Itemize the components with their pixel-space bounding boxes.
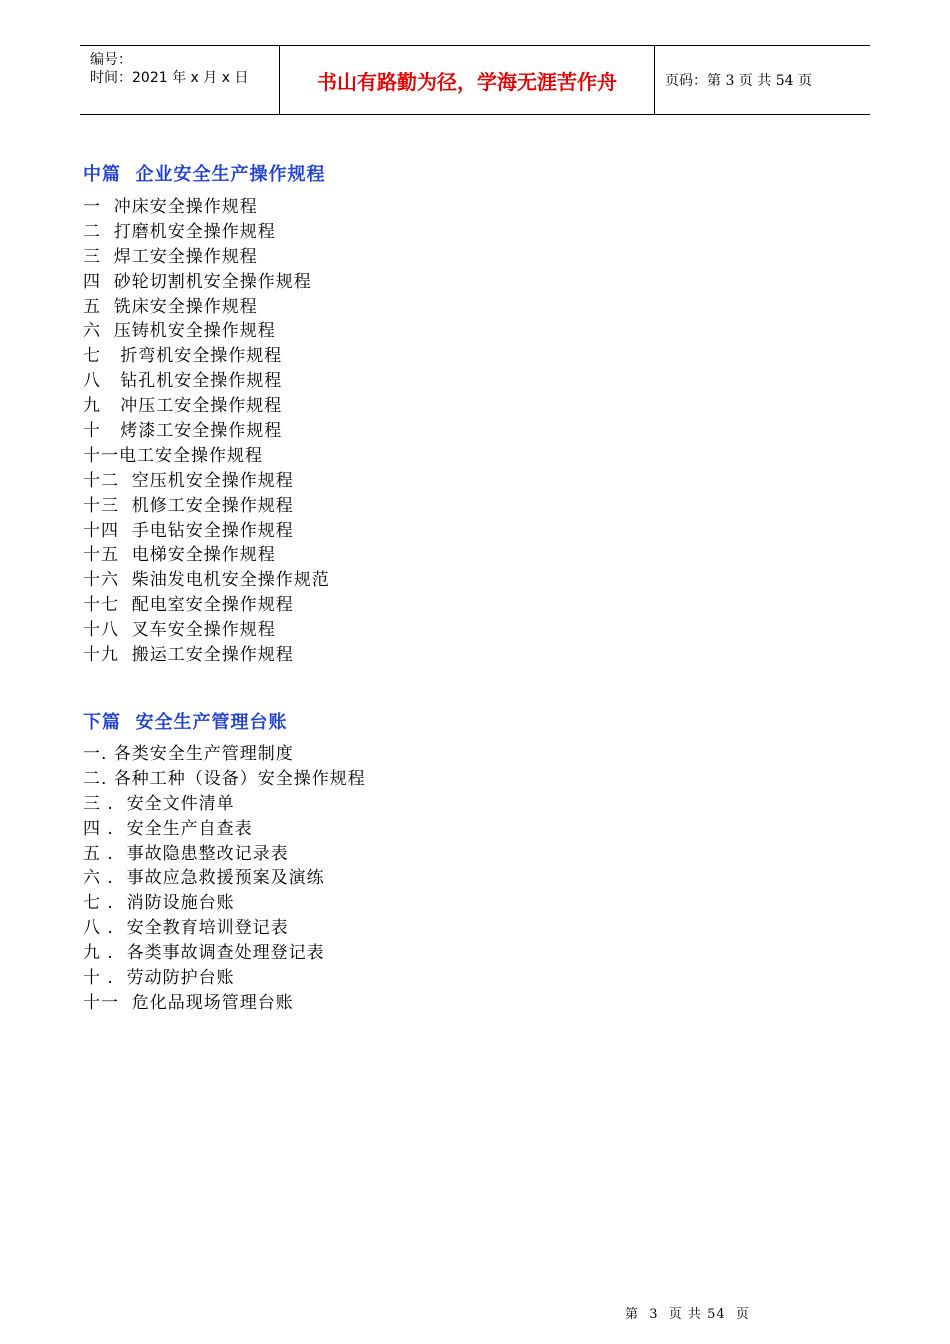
list-item: 十三 机修工安全操作规程 xyxy=(83,495,294,516)
middle-section-list xyxy=(83,195,330,668)
list-item: 四 . 安全生产自查表 xyxy=(83,818,253,839)
list-item: 二 打磨机安全操作规程 xyxy=(83,221,276,242)
list-item: 九 冲压工安全操作规程 xyxy=(83,396,283,417)
header-motto: 书山有路勤为径，学海无涯苦作舟 xyxy=(280,46,655,114)
list-item: 一 冲床安全操作规程 xyxy=(83,197,258,217)
list-item: 十 . 劳动防护台账 xyxy=(83,968,235,989)
list-item: 六 . 事故应急救援预案及演练 xyxy=(83,868,325,889)
header-meta xyxy=(80,46,280,114)
list-item: 七 折弯机安全操作规程 xyxy=(83,346,283,367)
list-item: 一. 各类安全生产管理制度 xyxy=(83,744,294,764)
header-page-label: 页码：第 3 页 共 54 页 xyxy=(665,73,812,89)
number-label: 编号： xyxy=(90,52,132,68)
list-item: 五 . 事故隐患整改记录表 xyxy=(83,843,289,864)
list-item: 三 焊工安全操作规程 xyxy=(83,246,258,267)
lower-section-list xyxy=(83,742,366,1016)
list-item: 九 . 各类事故调查处理登记表 xyxy=(83,943,325,964)
list-item: 三 . 安全文件清单 xyxy=(83,793,235,814)
list-item: 五 铣床安全操作规程 xyxy=(83,296,258,317)
list-item: 十四 手电钻安全操作规程 xyxy=(83,520,294,541)
middle-section-title: 中篇 企业安全生产操作规程 xyxy=(83,164,326,185)
list-item: 二. 各种工种（设备）安全操作规程 xyxy=(83,768,366,789)
list-item: 十八 叉车安全操作规程 xyxy=(83,620,276,641)
lower-section-title: 下篇 安全生产管理台账 xyxy=(83,712,288,733)
list-item: 十 烤漆工安全操作规程 xyxy=(83,421,283,442)
page-footer: 第 3 页 共 54 页 xyxy=(625,1307,750,1322)
list-item: 八 . 安全教育培训登记表 xyxy=(83,918,289,939)
list-item: 十七 配电室安全操作规程 xyxy=(83,595,294,616)
list-item: 十五 电梯安全操作规程 xyxy=(83,545,276,566)
list-item: 十九 搬运工安全操作规程 xyxy=(83,645,294,666)
page-header xyxy=(80,45,870,115)
list-item: 八 钻孔机安全操作规程 xyxy=(83,371,283,392)
date-label: 时间：2021 年 x 月 x 日 xyxy=(90,70,249,86)
list-item: 十一电工安全操作规程 xyxy=(83,445,263,466)
list-item: 十六 柴油发电机安全操作规范 xyxy=(83,570,330,591)
list-item: 十二 空压机安全操作规程 xyxy=(83,470,294,491)
list-item: 六 压铸机安全操作规程 xyxy=(83,321,276,342)
list-item: 十一 危化品现场管理台账 xyxy=(83,992,294,1013)
list-item: 四 砂轮切割机安全操作规程 xyxy=(83,271,312,292)
list-item: 七 . 消防设施台账 xyxy=(83,893,235,914)
